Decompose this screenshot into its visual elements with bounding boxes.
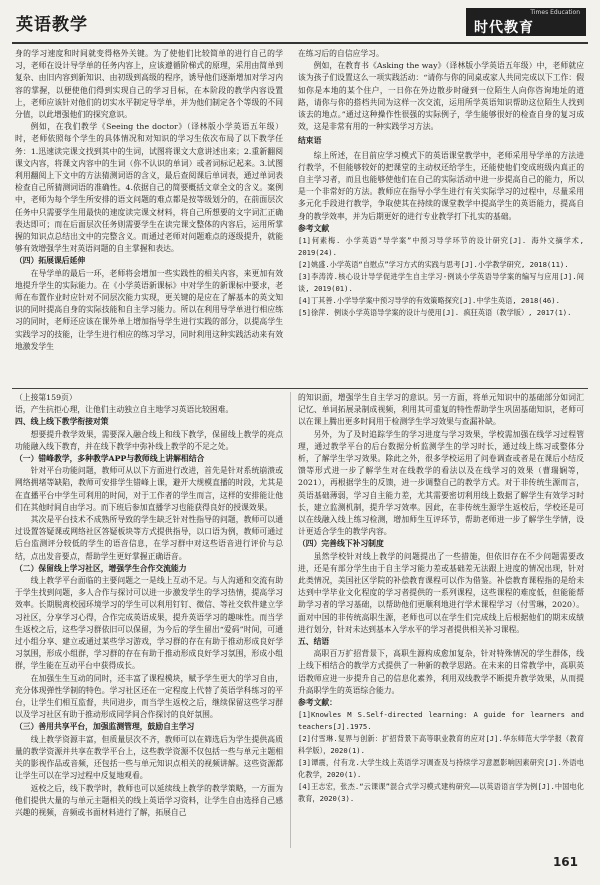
reference-item: [2]付雪琳.复界与创新：扩招背景下高等职业教育的应对[J].华东师范大学学报（教育科学版），2020(1). xyxy=(298,734,584,756)
paragraph: 针对平台功能问题，教师可从以下方面进行改进，首先是针对系统崩溃或网络拥堵等缺陷，教师可安排学生错峰上课，避开大规模直播的时段，尤其是在直播平台中学生可利用的时间，对于工作者的学生而言，这样的安排能让他们在其他时间自由学习。而下班后参加直播学习也能获得良好的授课效果。 xyxy=(15,466,283,512)
reference-item: [2]姚盛.小学英语“自慰点”学习方式的实践与思考[J].小学教学研究, 2018(11). xyxy=(298,260,569,270)
article-top-right-column xyxy=(298,48,584,382)
paragraph: 线上教学资源丰富，但质量层次不齐，教师可以在筛选后为学生提供高质量的教学资源并共享在教学平台上，这些教学资源不仅包括一些与单元主题相关的影视作品或音频，还包括一些与单元知识点相关的视频讲解。这些资源都让学生可以在学习过程中反复地观看。 xyxy=(15,734,283,781)
page-number: 161 xyxy=(552,855,578,869)
paragraph: 想要提升教学效果，需要深入融合线上和线下教学，保留线上教学的亮点功能融入线下教育，并在线下教学中弥补线上教学的不足之处。 xyxy=(15,429,283,451)
page-header xyxy=(0,0,600,40)
paragraph: 在加强生生互动的同时，还丰富了课程模块，赋予学生更大的学习自由，充分体现弹性学制的特色。学习社区还在一定程度上代替了英语学科练习的平台，让学生们相互监督，共同进步，而当学生返校之后，继续保留这些学习群以及学习社区有助于推动形成同学间合作探讨的良好氛围。 xyxy=(15,673,283,720)
paragraph: 另外，为了及时追踪学生的学习进度与学习效果，学校需加强在线学习过程管理，通过教学平台的后台数据分析监测学生的学习时长，通过线上练习或整体分析，了解学生学习效果。除此之外，很多学校运用了问卷调查或者是在课后小结反馈等形式进一步了解学生对在线教学的看法以及在线学习的效果（曹瑞娴等，2021），再根据学生的反馈，进一步调整自己的教学方式。对于非传统生源而言，英语基础薄弱，学习自主能力差，尤其需要密切利用线上数据了解学生有效学习时长，建立监测机制，提升学习效率。因此，在非传统生源学生返校后，学校还是可以在线融入线上练习检测，增加师生互评环节，帮助老师进一步了解学生学情，设计更适合学生的教学内容。 xyxy=(298,429,584,537)
paragraph: 在练习后的自信应学习。 xyxy=(298,49,384,58)
continuation-note: （上接第159页） xyxy=(15,393,77,402)
reference-item: [4]王志宏，张杰.“云课课”混合式学习模式建构研究——以英语语言学为例[J].中国电化教育，2020(3). xyxy=(298,782,584,804)
article-top-left-column xyxy=(15,48,283,382)
journal-logo-subtitle: Times Education xyxy=(530,9,580,16)
paragraph: 高职百万扩招背景下，高职生源构成愈加复杂，针对特殊情况的学生群体，线上线下相结合的教学方式提供了一种新的教学思路。在未来的日常教学中，高职英语教师应进一步提升自己的信息化素养，利用双线教学不断提升教学效果，从而提升高职学生的英语综合能力。 xyxy=(298,649,584,695)
reference-item: [1]Knowles M S.Self-directed learning: A guide for learners and teachers[J].1975. xyxy=(298,710,584,732)
reference-item: [3]谭震，付有龙.大学生线上英语学习调查及与持续学习意愿影响因素研究[J].外语电化教学，2020(1). xyxy=(298,758,584,780)
reference-item: [1]何素梅. 小学英语“导学案”中预习导学环节的设计研究[J]. 海外文摘学术, 2019(24). xyxy=(298,236,584,258)
article-divider xyxy=(12,388,588,389)
subsection-heading: （一）错峰教学，多种教学APP与教师线上讲解相结合 xyxy=(15,454,205,464)
references-heading: 参考文献： xyxy=(298,698,337,708)
header-divider xyxy=(12,42,588,44)
subsection-heading: （二）保留线上学习社区，增强学生合作交流能力 xyxy=(15,563,187,573)
section-heading: 五、结语 xyxy=(298,637,330,647)
paragraph: 其次是平台技术不成熟所导致的学生缺乏针对性指导的问题，教师可以通过设置答疑课或网络社区答疑板块等方式提供指导，以口语为例，教师可通过后台监测评分较低的学生的语音信息，在学习群中对这些语音进行评价与总结，点出发音要点，帮助学生更好掌握正确语音。 xyxy=(15,515,283,561)
article-bottom-left-column xyxy=(15,392,283,852)
paragraph: 综上所述，在目前应学习模式下的英语课堂教学中，老师采用导学单的方法进行教学，不但能够较好的把课堂的主动权还给学生，还能使他们变成班级内真正的自主学习者，而且也能够使他们在自己的实际活动中进一步提高自己的能力，所以是一个非常好的方法。教师应在指导小学生进行有关实际学习的过程中，尽量采用多元化手段进行教学，争取使其在持续的课堂教学中提高学生的英语能力，提高自身的教学效率，并为后期更好的进行专业教学打下扎实的基础。 xyxy=(298,150,584,221)
paragraph: 的知识面，增强学生自主学习的意识。另一方面，将单元知识中的基础部分如词汇记忆、单词拓展录制成视频，利用其可重复的特性帮助学生巩固基础知识，老师可以在课上腾出更多时间用于检测学生学习效果与查漏补缺。 xyxy=(298,393,584,427)
journal-logo-title: 时代教育 xyxy=(474,20,534,36)
paragraph: 线上教学平台面临的主要问题之一是线上互动不足。与人沟通和交流有助于学生找到问题，多人合作与探讨可以进一步激发学生的学习热情，提高学习效率。长期脱离校园环境学习的学生可以利用钉钉、微信、等社交软件建立学习社区，分享学习心得，合作完成英语成果，提升英语学习的趣味性。而当学生返校之后，这些学习群依旧可以保留，为今后的学生留出“爱码”时间，可通过小组分享、建立或通过某些学习游戏，学习群的存在有助于推动形成良好学习氛围，形成小组群，学习群的存在有助于推动形成良好学习氛围，形成小组群，学生能在互动平台中获得成长。 xyxy=(15,576,283,671)
paragraph: 返校之后，线下教学时，教师也可以延续线上教学的教学策略，一方面为他们提供大量的与单元主题相关的线上英语学习资料，让学生自由选择自己感兴趣的视频，音频或书面材料进行了解，拓展自己 xyxy=(15,783,283,817)
paragraph: 在导学单的最后一环，老师将会增加一些实践性的相关内容，来更加有效地提升学生的实际能力。在《小学英语新课标》中对学生的新课标中要求，老师在布置作业时应针对不同层次能力实现，更关键的是应在了解基本的英文知识的同时提高自身的实际技能和自主学习能力。所以在利用导学单进行相应练习的同时，老师还应该在课外单上增加指导学生进行实践的部分，以提高学生实践学习的技能，让学生进行相应的练习学习，同时利用这种实践活动来有效地激发学生 xyxy=(15,268,283,351)
journal-logo xyxy=(466,8,586,36)
conclusion-heading: 结束语 xyxy=(298,136,322,146)
column-divider xyxy=(290,392,291,848)
paragraph: 身的学习速度和时间就变得格外关键。为了使他们比较简单的进行自己的学习，老师在设计导学单的任务内容上，应该遵循阶梯式的原理，采用由简单到复杂、由旧内容到新知识、由初级到高级的程序，诱导他们逐渐增加对学习内容的掌握，以便使他们得到实现自己的学习目标，在本阶段的教学内容设置上，老师应该针对他们的切实水平制定导学单，并为他们制定各个等级的不同分值，以此增强他们的探究意识。 xyxy=(15,49,283,120)
references-heading: 参考文献 xyxy=(298,223,330,233)
reference-item: [4]丁其善.小学导学案中预习导学的有效策略探究[J].中学生英语, 2018(46). xyxy=(298,296,560,306)
paragraph: 例如，在教育书《Asking the way》（译林版小学英语五年级）中，老师就应该为孩子们设置这么一项实践活动：“请你与你的同桌或家人共同完成以下工作：假如你是本地的某个住户，一日你在外边散步时碰到一位陌生人向你咨询地址的道路，请你与你的搭档共同为这样一次交流，运用所学英语知识帮助这位陌生人找到该去的地点。”通过这种操作性很强的实际例子，学生能够很好的检查自身的复习成效，这是非常有用的一种实践学习方法。 xyxy=(298,61,584,132)
paragraph: 虽然学校针对线上教学的问题提出了一些措施，但依旧存在不少问题需要改进，还是有部分学生由于自主学习能力差或基础差无法跟上进度的情况出现，针对此类情况，美国社区学院的补偿教育课程可以作为借鉴。补偿教育课程指的是给未达到中学毕业文化程度的学习者提供的一系列课程，这些课程的难度低，但能能帮助学习者的学习基础，以帮助他们更顺利地进行学术课程学习（付雪琳，2020）。面对中国的非传统高职生源，老师也可以在学生们完成线上后根据他们的期末成绩进行划分，针对未达到基本入学水平的学习者提供相关补习课程。 xyxy=(298,551,584,634)
subsection-heading: （四）拓展课后延伸 xyxy=(15,256,86,266)
subsection-heading: （三）善用共享平台，加强监测管理，鼓励自主学习 xyxy=(15,722,195,732)
article-bottom-right-column xyxy=(298,392,584,852)
section-heading: 四、线上线下教学衔接对策 xyxy=(15,417,109,427)
section-title: 英语教学 xyxy=(16,15,88,35)
subsection-heading: （四）完善线下补习制度 xyxy=(298,539,384,549)
reference-item: [5]徐萍. 例谈小学英语导学案的设计与使用[J]. 疯狂英语（教学版）, 2017(1). xyxy=(298,308,572,318)
paragraph: 语，产生抗拒心理，让他们主动独立自主地学习英语比较困难。 xyxy=(15,405,234,415)
reference-item: [3]李涛涛.核心设计导学促进学生自主学习-例谈小学英语导学案的编写与应用[J].间谈, 2019(01). xyxy=(298,272,584,294)
paragraph: 例如，在我们教学《Seeing the doctor》（译林版小学英语五年级）时，老师依照每个学生的具体情况和对知识的学习生依次布局了以下教学任务：1.迅速读完课文找到其中的生词，试图将课文大意讲述出来；2.重新翻阅课文内容，将课文内容中的生词（你不认识的单词）或者词标记起来。3.试图利用翻阅上下文中的方法猜测词语的含义，最后查阅课后单词表，通过单词表检查自己所猜测词语的准确性。4.依据自己的简要概括文章全文的含义。案例中，老师为每个学生所安排的语文问题的难点都是按等级划分的，在前面层次任务中只需要学生用最快的速度读完课文材料，将自己所想要的文字词汇正确表达即可；而在后面层次任务则需要学生在读完课文整体的内容后，运用所掌握的知识点总结出文中的完整含义。而通过老师对问题难点的逐级提升，就能够有效增强学生对英语问题的自主掌握和表达。 xyxy=(15,122,283,254)
